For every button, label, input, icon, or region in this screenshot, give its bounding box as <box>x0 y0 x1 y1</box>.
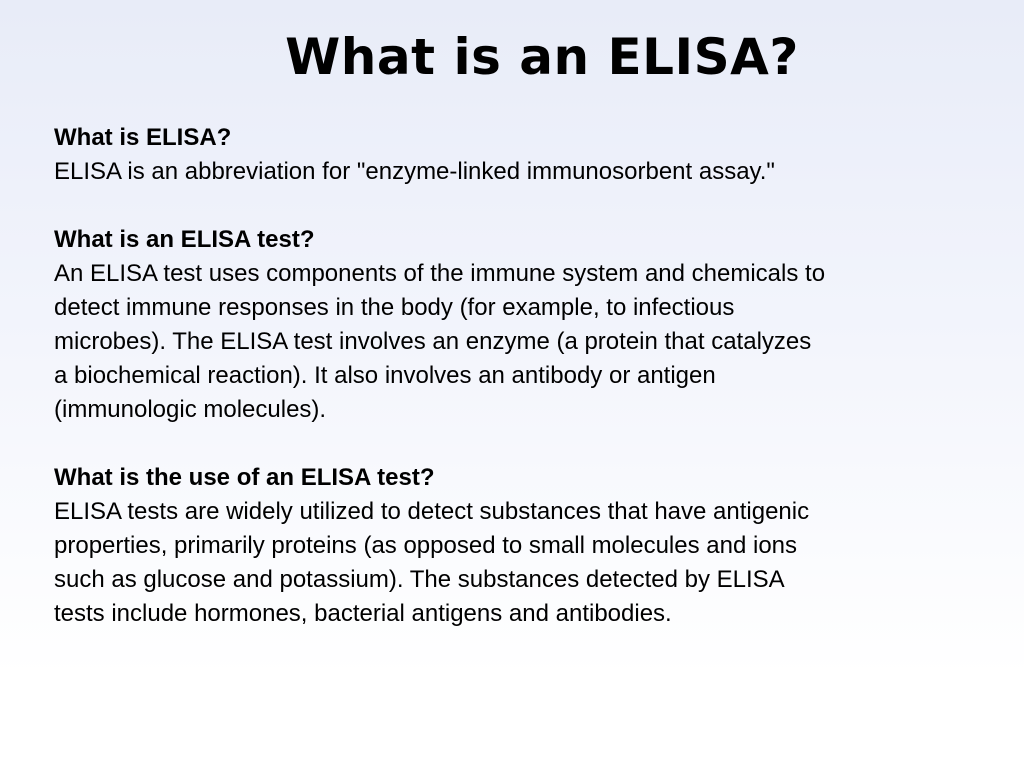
body-line: a biochemical reaction). It also involves an antibody or antigen <box>54 362 716 389</box>
body-line: microbes). The ELISA test involves an enzyme (a protein that catalyzes <box>54 328 812 355</box>
section-elisa-use <box>54 461 994 631</box>
slide-content <box>54 121 994 665</box>
section-heading: What is ELISA? <box>54 124 232 151</box>
section-elisa-test <box>54 223 994 427</box>
body-line: An ELISA test uses components of the immune system and chemicals to <box>54 260 826 287</box>
body-line: such as glucose and potassium). The substances detected by ELISA <box>54 566 785 593</box>
slide-title: What is an ELISA? <box>285 28 799 86</box>
body-line: ELISA tests are widely utilized to detect substances that have antigenic <box>54 498 810 525</box>
body-line: ELISA is an abbreviation for "enzyme-linked immunosorbent assay." <box>54 158 775 185</box>
body-line: tests include hormones, bacterial antigens and antibodies. <box>54 600 672 627</box>
body-line: properties, primarily proteins (as opposed to small molecules and ions <box>54 532 798 559</box>
body-line: detect immune responses in the body (for example, to infectious <box>54 294 735 321</box>
section-what-is-elisa <box>54 121 994 189</box>
body-line: (immunologic molecules). <box>54 396 327 423</box>
section-heading: What is the use of an ELISA test? <box>54 464 435 491</box>
section-heading: What is an ELISA test? <box>54 226 315 253</box>
